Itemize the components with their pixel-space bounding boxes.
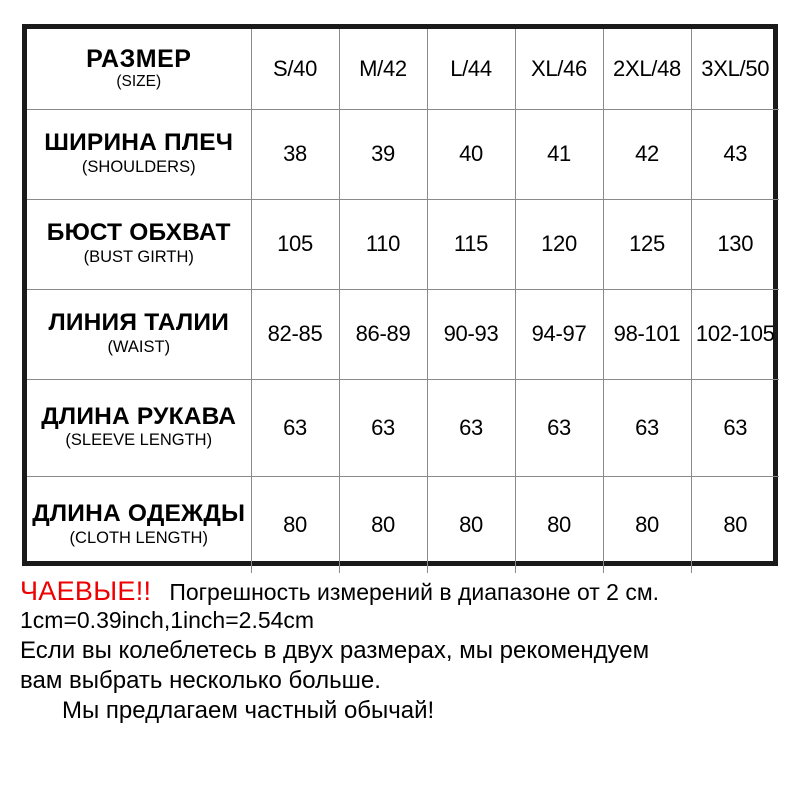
measurement-value: 38: [251, 109, 339, 199]
measurement-value: 110: [339, 199, 427, 289]
size-header-cell: XL/46: [515, 29, 603, 109]
tip-label: ЧАЕВЫЕ!!: [20, 576, 152, 606]
measurement-value: 80: [515, 476, 603, 573]
sizing-advice-line-1: Если вы колеблетесь в двух размерах, мы рекомендуем: [20, 637, 650, 664]
table-row: [27, 379, 779, 476]
size-header-cell: L/44: [427, 29, 515, 109]
measurement-value: 90-93: [427, 289, 515, 379]
measurement-value: 86-89: [339, 289, 427, 379]
measurement-value: 80: [339, 476, 427, 573]
measurement-value: 102-105: [691, 289, 779, 379]
measurement-label-en: (SLEEVE LENGTH): [65, 431, 213, 450]
measurement-value: 115: [427, 199, 515, 289]
notes-block: [0, 578, 800, 723]
measurement-label-cell: [27, 379, 251, 476]
measurement-value: 63: [691, 379, 779, 476]
measurement-label-ru: БЮСТ ОБХВАТ: [46, 219, 231, 247]
measurement-value: 80: [251, 476, 339, 573]
measurement-label-cell: [27, 476, 251, 573]
measurement-value: 63: [251, 379, 339, 476]
header-label-ru: РАЗМЕР: [86, 45, 192, 74]
size-chart-table: [27, 29, 779, 573]
measurement-value: 125: [603, 199, 691, 289]
measurement-label-ru: ДЛИНА РУКАВА: [41, 402, 237, 430]
measurement-value: 98-101: [603, 289, 691, 379]
table-row: [27, 476, 779, 573]
measurement-value: 94-97: [515, 289, 603, 379]
table-header-row: [27, 29, 779, 109]
size-header-cell: 2XL/48: [603, 29, 691, 109]
measurement-label-en: (SHOULDERS): [81, 157, 196, 176]
measurement-value: 80: [603, 476, 691, 573]
measurement-value: 42: [603, 109, 691, 199]
measurement-value: 40: [427, 109, 515, 199]
measurement-value: 39: [339, 109, 427, 199]
measurement-label-cell: [27, 199, 251, 289]
size-chart-table-frame: [22, 24, 778, 566]
size-header-cell: S/40: [251, 29, 339, 109]
size-header-cell: M/42: [339, 29, 427, 109]
measurement-value: 41: [515, 109, 603, 199]
measurement-label-ru: ЛИНИЯ ТАЛИИ: [48, 309, 230, 337]
measurement-label-en: (BUST GIRTH): [83, 247, 194, 266]
measurement-value: 43: [691, 109, 779, 199]
measurement-value: 120: [515, 199, 603, 289]
measurement-value: 80: [427, 476, 515, 573]
tolerance-note-line: [0, 578, 800, 605]
measurement-label-en: (CLOTH LENGTH): [69, 528, 208, 547]
sizing-advice-line-2: вам выбрать несколько больше.: [20, 667, 381, 694]
measurement-value: 130: [691, 199, 779, 289]
measurement-label-cell: [27, 289, 251, 379]
measurement-value: 105: [251, 199, 339, 289]
tolerance-text: Погрешность измерений в диапазоне от 2 см.: [169, 579, 660, 605]
table-row: [27, 199, 779, 289]
measurement-value: 63: [515, 379, 603, 476]
measurement-label-ru: ДЛИНА ОДЕЖДЫ: [32, 499, 246, 527]
measurement-value: 63: [603, 379, 691, 476]
size-header-cell: 3XL/50: [691, 29, 779, 109]
header-label-en: (SIZE): [116, 73, 162, 91]
measurement-value: 63: [339, 379, 427, 476]
measurement-value: 82-85: [251, 289, 339, 379]
measurement-value: 80: [691, 476, 779, 573]
header-label-cell: [27, 29, 251, 109]
table-row: [27, 109, 779, 199]
measurement-label-ru: ШИРИНА ПЛЕЧ: [44, 129, 234, 157]
measurement-value: 63: [427, 379, 515, 476]
table-row: [27, 289, 779, 379]
measurement-label-en: (WAIST): [107, 337, 171, 356]
measurement-label-cell: [27, 109, 251, 199]
unit-conversion-note: 1cm=0.39inch,1inch=2.54cm: [20, 607, 315, 633]
custom-offer-note: Мы предлагаем частный обычай!: [62, 697, 435, 724]
